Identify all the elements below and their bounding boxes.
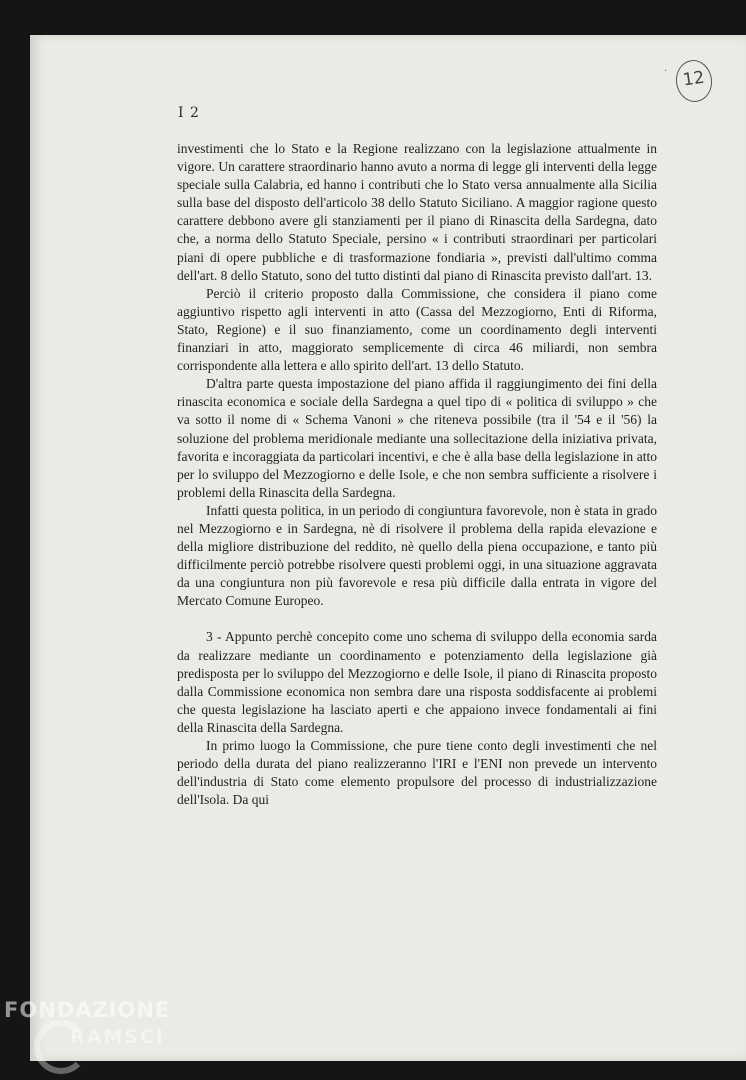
paragraph-4: Infatti questa politica, in un periodo di congiuntura favorevole, non è stata in grado nel Mezzogiorno e in Sardegna, nè di risolvere il problema della rapida elevazione e della migliore distribuzione del reddito, nè quello della piena occupazione, e tanto più difficilmente perciò potrebbe risolvere questi problemi oggi, in una situazione aggravata da una congiuntura non più favorevole e resa più difficile dalla entrata in vigore del Mercato Comune Europeo. [177, 502, 657, 609]
body-text [177, 140, 657, 809]
pencil-tick: · [664, 66, 668, 77]
archive-mark-number: 12 [681, 67, 706, 91]
page-number: I 2 [178, 105, 200, 121]
paragraph-6: In primo luogo la Commissione, che pure tiene conto degli investimenti che nel periodo della durata del piano realizzeranno l'IRI e l'ENI non prevede un intervento dell'industria di Stato come elemento propulsore del processo di industrializzazione dell'Isola. Da qui [177, 738, 657, 808]
paragraph-3: D'altra parte questa impostazione del piano affida il raggiungimento dei fini della rinascita economica e sociale della Sardegna a quel tipo di « politica di sviluppo » che va sotto il nome di « Schema Vanoni » che riteneva possibile (tra il '54 e il '56) la soluzione del problema meridionale mediante una sollecitazione della iniziativa privata, favorita e incoraggiata da particolari incentivi, e che è alla base della legislazione in atto per lo sviluppo del Mezzogiorno e delle Isole, e che non sembra sufficiente a risolvere i problemi della Rinascita della Sardegna. [177, 376, 657, 500]
watermark-line1: FONDAZIONE [4, 998, 171, 1022]
paragraph-1: investimenti che lo Stato e la Regione realizzano con la legislazione attualmente in vigore. Un carattere straordinario hanno avuto a norma di legge gli interventi della legge speciale sulla Calabria, ed hanno i contributi che lo Stato versa annualmente alla Sicilia sulla base del disposto dell'articolo 38 dello Statuto Siciliano. A maggior ragione questo carattere debbono avere gli stanziamenti per il piano di Rinascita della Sardegna, dato che, a norma dello Statuto Speciale, persino « i contributi straordinari per particolari piani di opere pubbliche e di trasformazione fondiaria », previsti dall'ultimo comma dell'art. 8 dello Statuto, sono del tutto distinti dal piano di Rinascita previsto dall'art. 13. [177, 141, 657, 283]
fondazione-gramsci-watermark [4, 998, 194, 1078]
paragraph-2: Perciò il criterio proposto dalla Commissione, che considera il piano come aggiuntivo rispetto agli interventi in atto (Cassa del Mezzogiorno, Enti di Riforma, Stato, Regione) e il suo finanziamento, come un coordinamento degli interventi finanziari in atto, maggiorato semplicemente di circa 46 miliardi, non sembra corrispondente alla lettera e allo spirito dell'art. 13 dello Statuto. [177, 285, 657, 374]
paragraph-section-3: 3 - Appunto perchè concepito come uno schema di sviluppo della economia sarda da realizzare mediante un coordinamento e potenziamento della legislazione già predisposta per lo sviluppo del Mezzogiorno e delle Isole, il piano di Rinascita proposto dalla Commissione economica non sembra dare una risposta soddisfacente ai problemi che questa legislazione ha lasciato aperti e che appaiono invece fondamentali ai fini della Rinascita della Sardegna. [177, 629, 657, 735]
watermark-line2: RAMSCI [70, 1026, 165, 1048]
